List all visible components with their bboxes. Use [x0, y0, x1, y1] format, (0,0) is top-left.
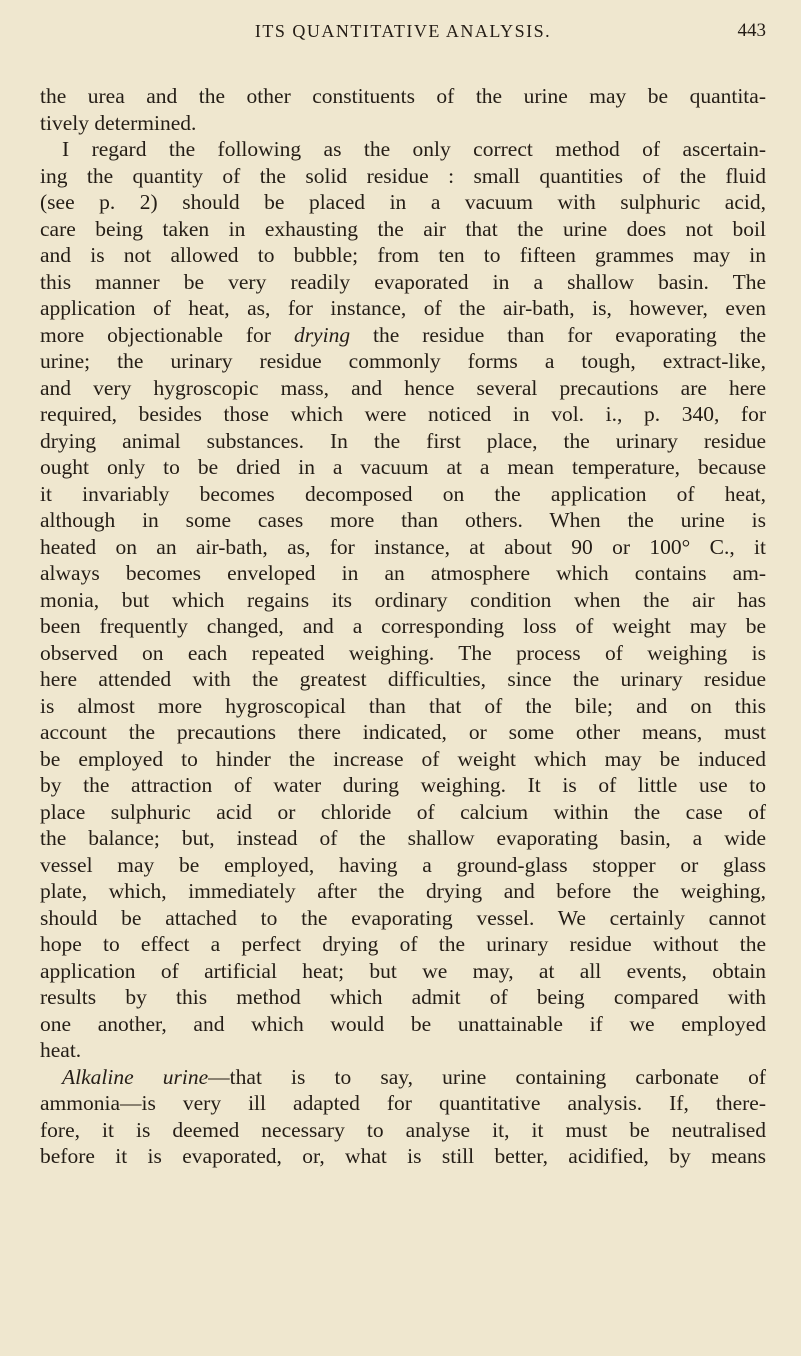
text-line: should be attached to the evaporating vessel. We certainly cannot [40, 905, 766, 930]
text-line: hope to effect a perfect drying of the urinary residue without the [40, 932, 766, 956]
text-line: although in some cases more than others. When the urine is [40, 508, 766, 532]
text-line: before it is evaporated, or, what is still better, acidified, by means [40, 1144, 766, 1168]
text-line: always becomes enveloped in an atmosphere which contains am- [40, 561, 766, 585]
text-line: observed on each repeated weighing. The process of weighing is [40, 640, 766, 665]
text-line: Alkaline urine—that is to say, urine containing carbonate of [62, 1064, 766, 1089]
text-line: heated on an air-bath, as, for instance, at about 90 or 100° C., it [40, 534, 766, 559]
text-line: and is not allowed to bubble; from ten to fifteen grammes may in [40, 243, 766, 267]
text-line: be employed to hinder the increase of weight which may be induced [40, 746, 766, 771]
text-line: this manner be very readily evaporated in a shallow basin. The [40, 269, 766, 294]
text-line: more objectionable for drying the residue than for evaporating the [40, 322, 766, 347]
text-line: required, besides those which were noticed in vol. i., p. 340, for [40, 402, 766, 426]
text-line: place sulphuric acid or chloride of calcium within the case of [40, 799, 766, 824]
text-line: plate, which, immediately after the drying and before the weighing, [40, 879, 766, 903]
text-line: care being taken in exhausting the air that the urine does not boil [40, 216, 766, 241]
running-head: ITS QUANTITATIVE ANALYSIS. [254, 21, 552, 41]
text-line: urine; the urinary residue commonly forms a tough, extract-like, [40, 349, 766, 373]
body-text [40, 83, 766, 1170]
text-line: results by this method which admit of being compared with [40, 985, 766, 1009]
text-line: I regard the following as the only correct method of ascertain- [62, 137, 766, 161]
text-line: application of heat, as, for instance, of the air-bath, is, however, even [40, 296, 766, 320]
text-line: ing the quantity of the solid residue : small quantities of the fluid [40, 163, 766, 188]
text-line: drying animal substances. In the first place, the urinary residue [40, 428, 766, 453]
text-line: one another, and which would be unattainable if we employed [40, 1011, 766, 1036]
text-line: heat. [40, 1038, 82, 1062]
text-line: and very hygroscopic mass, and hence several precautions are here [40, 375, 766, 400]
italic-term: drying [293, 322, 351, 347]
text-line: vessel may be employed, having a ground-glass stopper or glass [40, 852, 766, 877]
page-number: 443 [737, 20, 766, 41]
text-line: been frequently changed, and a corresponding loss of weight may be [40, 614, 766, 638]
text-line: it invariably becomes decomposed on the application of heat, [40, 481, 766, 506]
text-line: by the attraction of water during weighing. It is of little use to [40, 773, 766, 797]
text-line: ammonia—is very ill adapted for quantitative analysis. If, there- [40, 1091, 766, 1115]
text-line: the balance; but, instead of the shallow evaporating basin, a wide [40, 826, 766, 850]
text-line: application of artificial heat; but we may, at all events, obtain [40, 958, 766, 983]
text-line: the urea and the other constituents of the urine may be quantita- [40, 84, 766, 108]
text-line: is almost more hygroscopical than that of the bile; and on this [40, 693, 766, 718]
italic-term: Alkaline urine [62, 1064, 209, 1089]
text-line: monia, but which regains its ordinary condition when the air has [40, 587, 766, 612]
text-line: here attended with the greatest difficulties, since the urinary residue [40, 667, 766, 691]
text-line: account the precautions there indicated, or some other means, must [40, 720, 766, 744]
text-line: fore, it is deemed necessary to analyse it, it must be neutralised [40, 1117, 766, 1142]
text-line: tively determined. [40, 110, 197, 135]
text-line: ought only to be dried in a vacuum at a mean temperature, because [40, 455, 766, 479]
page-header [40, 16, 766, 46]
text-line: (see p. 2) should be placed in a vacuum with sulphuric acid, [40, 190, 766, 214]
